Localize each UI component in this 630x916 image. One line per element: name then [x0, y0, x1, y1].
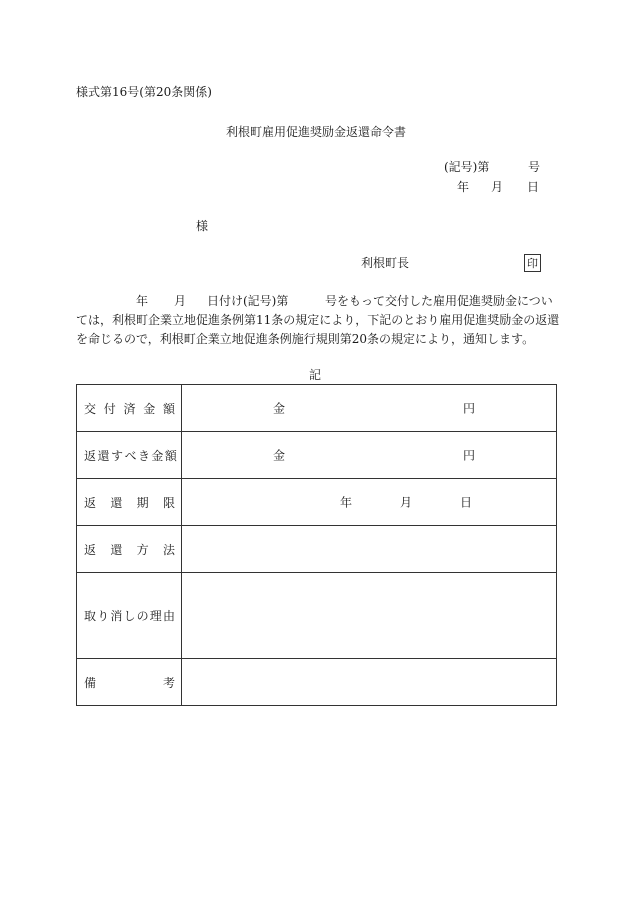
label-char: の	[136, 609, 149, 623]
body-line-2-text: ては，利根町企業立地促進条例第11条の規定により，下記のとおり雇用促進奨励金の返還	[76, 313, 560, 327]
label-char: 返	[84, 448, 97, 463]
label-char: 由	[162, 609, 175, 623]
amount-issued-field[interactable]	[182, 385, 557, 432]
label-char: き	[137, 448, 150, 463]
label-char: し	[123, 609, 136, 623]
label-char: 交	[84, 401, 97, 416]
body-month: 月	[174, 294, 187, 308]
body-line1-tail: 号をもって交付した雇用促進奨励金につい	[325, 294, 553, 308]
row-label	[77, 659, 182, 706]
table-row	[77, 526, 557, 573]
issuer: 利根町長	[361, 256, 410, 270]
label-char: 額	[164, 448, 177, 463]
deadline-month: 月	[400, 495, 413, 510]
body-line-1	[76, 292, 562, 311]
en-label: 円	[463, 401, 476, 416]
label-amount-issued	[77, 400, 181, 417]
header-day: 日	[527, 180, 540, 194]
return-method-field[interactable]	[182, 526, 557, 573]
seal-stamp: 印	[524, 254, 541, 272]
header-month: 月	[491, 180, 504, 194]
label-char: 済	[123, 401, 136, 416]
body-line-2	[76, 311, 562, 330]
deadline-year: 年	[340, 495, 353, 510]
return-details-table	[76, 384, 557, 706]
kin-label: 金	[273, 448, 286, 463]
en-label: 円	[463, 448, 476, 463]
label-return-deadline	[77, 494, 181, 511]
label-char: 返	[84, 542, 97, 557]
amount-to-return-field[interactable]	[182, 432, 557, 479]
table-row	[77, 573, 557, 659]
header-year: 年	[457, 180, 470, 194]
row-label	[77, 479, 182, 526]
label-cancellation-reason	[77, 607, 181, 624]
label-remarks	[77, 674, 181, 691]
row-label	[77, 385, 182, 432]
label-char: 法	[162, 542, 175, 557]
cancellation-reason-field[interactable]	[182, 573, 557, 659]
label-char: 期	[136, 495, 149, 510]
label-amount-to-return	[77, 447, 181, 464]
document-title: 利根町雇用促進奨励金返還命令書	[226, 125, 407, 139]
label-char: り	[97, 609, 110, 623]
table-row	[77, 432, 557, 479]
label-char: 消	[110, 609, 123, 623]
label-char: 方	[136, 542, 149, 557]
label-char: す	[110, 448, 123, 463]
reference-prefix: (記号)第	[444, 160, 490, 174]
body-line-3	[76, 330, 562, 349]
recipient-suffix: 様	[196, 219, 209, 233]
label-char: 付	[103, 401, 116, 416]
deadline-day: 日	[460, 495, 473, 510]
remarks-field[interactable]	[182, 659, 557, 706]
ki-heading: 記	[309, 368, 322, 382]
table-row	[77, 659, 557, 706]
label-return-method	[77, 541, 181, 558]
reference-suffix: 号	[528, 160, 541, 174]
table-row	[77, 479, 557, 526]
label-char: 備	[84, 675, 97, 690]
body-line-3-text: を命じるので，利根町企業立地促進条例施行規則第20条の規定により，通知します。	[76, 332, 535, 346]
row-label	[77, 526, 182, 573]
label-char: 還	[110, 542, 123, 557]
row-label	[77, 573, 182, 659]
label-char: 還	[97, 448, 110, 463]
label-char: 金	[151, 448, 164, 463]
label-char: べ	[124, 448, 137, 463]
form-number: 様式第16号(第20条関係)	[76, 85, 212, 99]
label-char: 考	[162, 675, 175, 690]
label-char: 金	[143, 401, 156, 416]
body-year: 年	[136, 294, 149, 308]
body-dated-ref: 日付け(記号)第	[207, 294, 289, 308]
label-char: 取	[84, 609, 97, 623]
label-char: 返	[84, 495, 97, 510]
body-paragraph	[76, 292, 562, 349]
kin-label: 金	[273, 401, 286, 416]
label-char: 還	[110, 495, 123, 510]
row-label	[77, 432, 182, 479]
table-row	[77, 385, 557, 432]
label-char: 額	[162, 401, 175, 416]
return-deadline-field[interactable]	[182, 479, 557, 526]
label-char: 理	[149, 609, 162, 623]
label-char: 限	[162, 495, 175, 510]
